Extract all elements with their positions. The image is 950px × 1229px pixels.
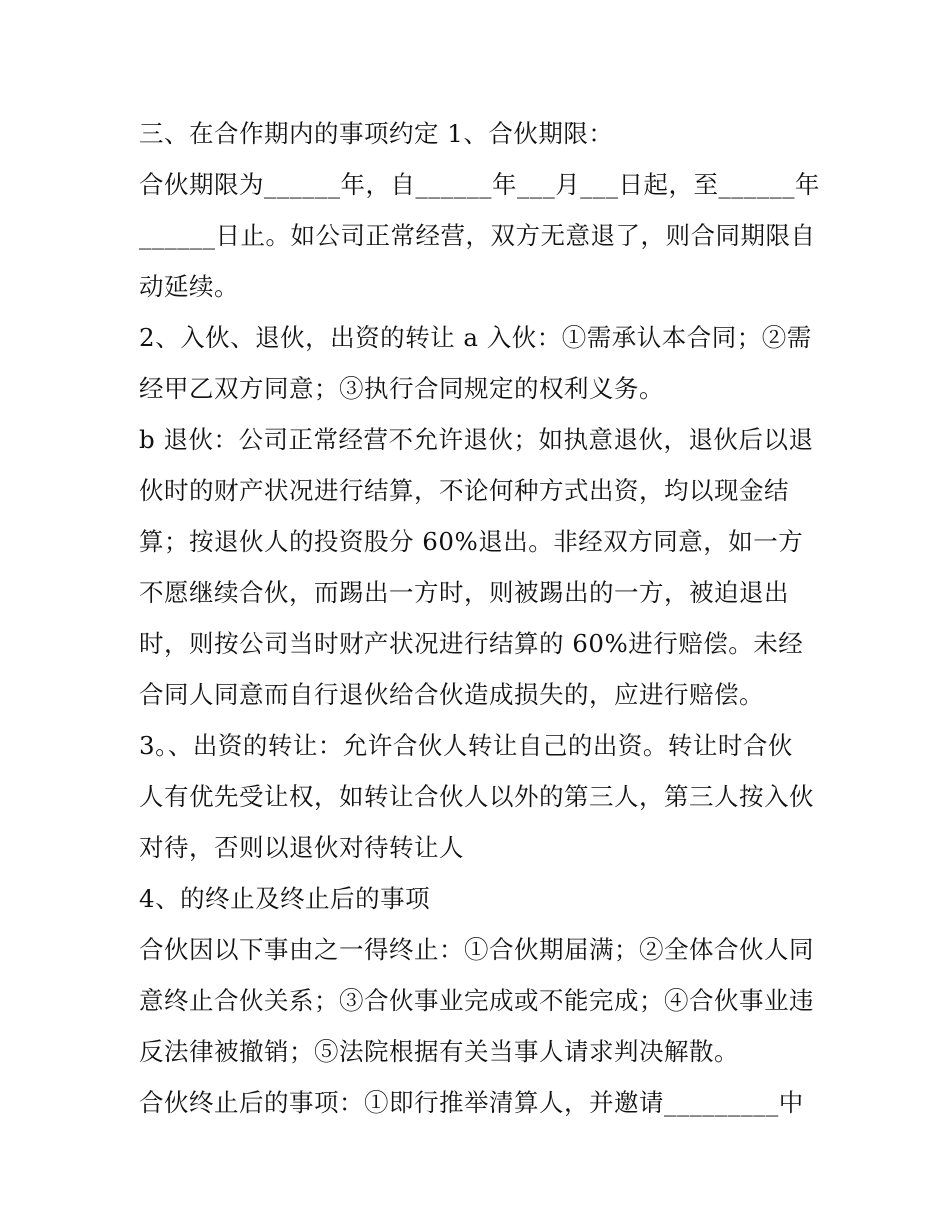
text-line: 4、的终止及终止后的事项 xyxy=(139,884,431,913)
text-line: 合伙因以下事由之一得终止：①合伙期届满；②全体合伙人同 xyxy=(139,935,814,964)
text-line: 合同人同意而自行退伙给合伙造成损失的，应进行赔偿。 xyxy=(139,680,764,709)
text-line: 经甲乙双方同意；③执行合同规定的权利义务。 xyxy=(139,374,664,403)
text-line: 反法律被撤销；⑤法院根据有关当事人请求判决解散。 xyxy=(139,1037,739,1066)
text-line: 3。、出资的转让：允许合伙人转让自己的出资。转让时合伙 xyxy=(139,731,793,760)
text-line-section-heading: 三、在合作期内的事项约定 1、合伙期限： xyxy=(139,119,614,148)
text-line: 人有优先受让权，如转让合伙人以外的第三人，第三人按入伙 xyxy=(139,782,814,811)
text-line: 伙时的财产状况进行结算，不论何种方式出资，均以现金结 xyxy=(139,476,789,505)
text-line: 意终止合伙关系；③合伙事业完成或不能完成；④合伙事业违 xyxy=(139,986,814,1015)
text-line: b 退伙：公司正常经营不允许退伙；如执意退伙，退伙后以退 xyxy=(139,425,814,454)
text-line: 不愿继续合伙，而踢出一方时，则被踢出的一方，被迫退出 xyxy=(139,578,789,607)
text-line: ______日止。如公司正常经营，双方无意退了，则合同期限自 xyxy=(139,221,816,250)
text-line: 对待，否则以退伙对待转让人 xyxy=(139,833,464,862)
text-line: 动延续。 xyxy=(139,272,239,301)
text-line: 时，则按公司当时财产状况进行结算的 60%进行赔偿。未经 xyxy=(139,629,804,658)
text-line: 2、入伙、退伙，出资的转让 a 入伙：①需承认本合同；②需 xyxy=(139,323,812,352)
text-line: 合伙期限为______年，自______年___月___日起，至______年 xyxy=(139,170,820,199)
text-line: 算；按退伙人的投资股分 60%退出。非经双方同意，如一方 xyxy=(139,527,804,556)
document-body xyxy=(139,108,819,1128)
text-line: 合伙终止后的事项：①即行推举清算人，并邀请_________中 xyxy=(139,1088,804,1117)
